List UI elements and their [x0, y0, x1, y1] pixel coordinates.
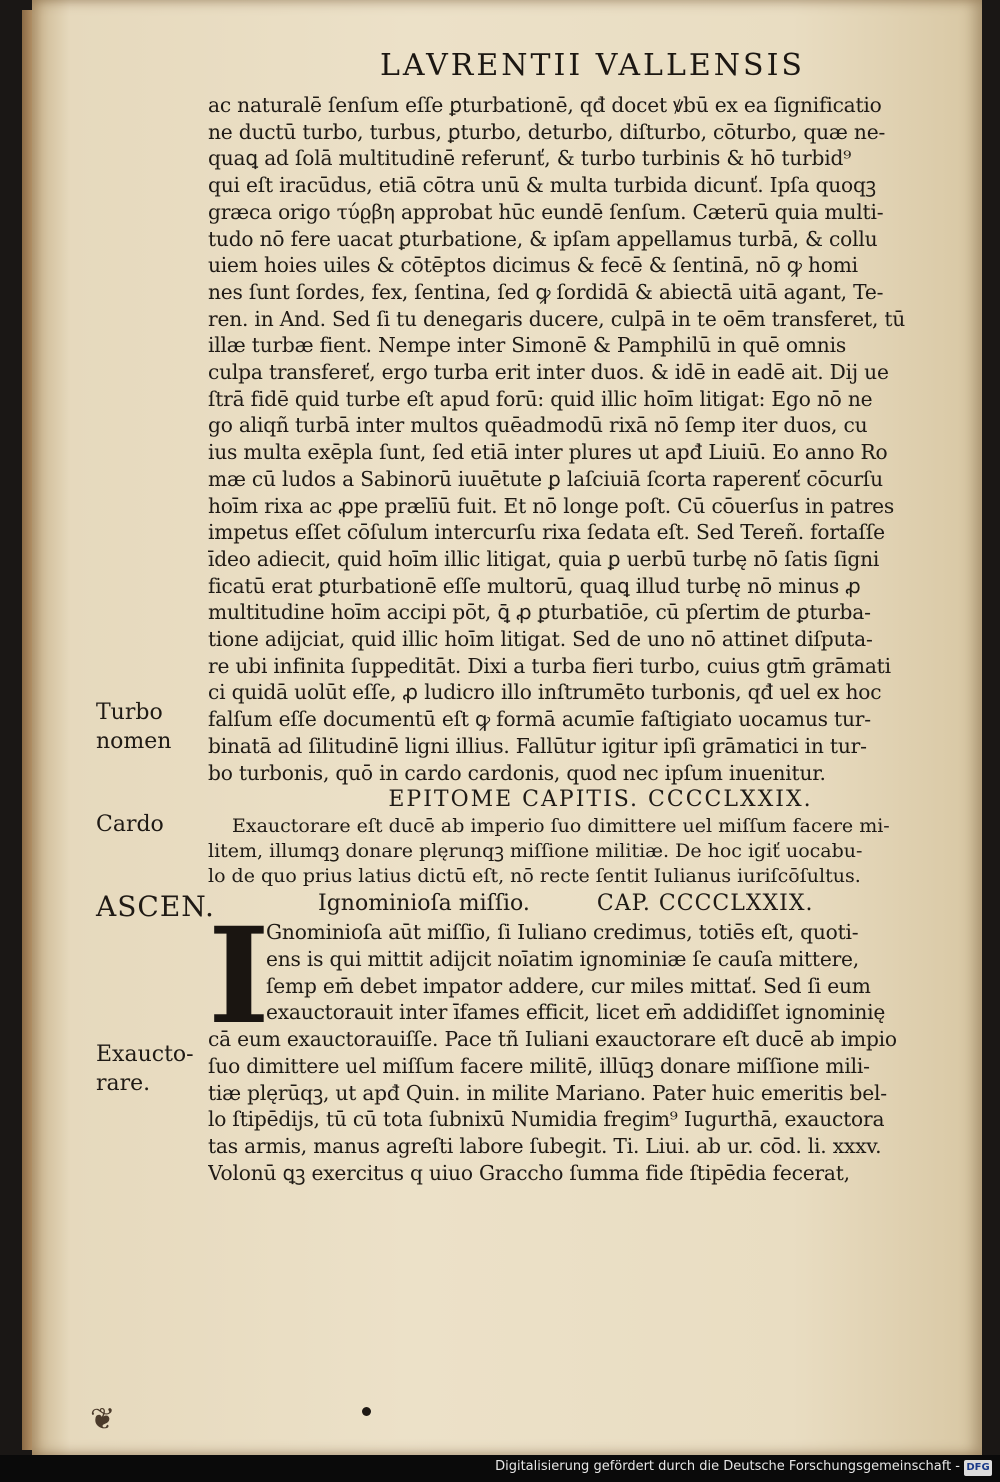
digitization-footer [0, 1455, 1000, 1482]
text-line: ficatū erat ꝑturbationē eſſe multorū, quaꝗ illud turbę nō minus ꝓ [208, 573, 861, 598]
text-line: tas armis, manus agreſti labore ſubegit. Ti. Liui. ab ur. cōd. li. xxxv. [208, 1133, 882, 1158]
footer-credit: Digitalisierung gefördert durch die Deutsche Forschungsgemeinschaft - [495, 1459, 960, 1474]
margin-note-turbo-nomen [96, 698, 171, 756]
text-line: uiem hoies uiles & cōtēptos dicimus & fecē & ſentinā, nō ꝙ homi [208, 253, 858, 278]
epitome-heading: EPITOME CAPITIS. CCCCLXXIX. [388, 787, 813, 813]
margin-note-ascen: ASCEN. [96, 890, 215, 923]
text-line: ren. in And. Sed ſi tu denegaris ducere, culpā in te oēm transferet, tū [208, 306, 906, 331]
text-line: ſuo dimittere uel miſſum facere militē, illūqꝫ donare miſſione mili- [208, 1053, 870, 1078]
epitome-summary [208, 814, 953, 889]
text-line: īdeo adiecit, quid hoīm illic litigat, quia ꝑ uerbū turbę nō ſatis ſigni [208, 546, 880, 571]
text-line: nes ſunt ſordes, fex, ſentina, ſed ꝙ ſordidā & abiectā uitā agant, Te- [208, 279, 884, 304]
epitome-line: Exauctorare eſt ducē ab imperio ſuo dimittere uel miſſum facere mi- [232, 815, 890, 838]
section1 [208, 92, 953, 786]
text-line: ne ductū turbo, turbus, ꝑturbo, deturbo, diſturbo, cōturbo, quæ ne- [208, 119, 886, 144]
margin-note-cardo: Cardo [96, 812, 164, 837]
text-line: binatā ad ſilitudinē ligni illius. Fallūtur igitur ipſi grāmatici in tur- [208, 733, 867, 758]
text-line: go aliqñ turbā inter multos quēadmodū rixā nō ſemp iter duos, cu [208, 413, 868, 438]
drop-capital: I [208, 899, 270, 1055]
text-line: lo ſtipēdijs, tū cū tota ſubnixū Numidia fregim⁹ Iugurthā, exauctora [208, 1107, 885, 1132]
running-head: LAVRENTII VALLENSIS [380, 48, 805, 83]
text-line: culpa transfereť, ergo turba erit inter duos. & idē in eadē ait. Dij ue [208, 360, 889, 385]
epitome-line: lo de quo prius latius dictū eſt, nō recte ſentit Iulianus iuriſcōſultus. [208, 865, 861, 888]
epitome-line: litem, illumqꝫ donare plęrunqꝫ miſſione militiæ. De hoc igiť uocabu- [208, 840, 863, 863]
text-line: falſum eſſe documentū eſt ꝙ formā acumīe faſtigiato uocamus tur- [208, 707, 871, 732]
text-line: impetus eſſet cōſulum intercurſu rixa ſedata eſt. Sed Tereñ. fortaſſe [208, 520, 885, 545]
text-line: ſtrā fidē quid turbe eſt apud forū: quid illic hoīm litigat: Ego nō ne [208, 386, 873, 411]
text-line: mæ cū ludos a Sabinorū iuuētute ꝑ laſciuiā ſcorta raperenť cōcurſu [208, 466, 883, 491]
text-line: multitudine hoīm accipi pōt, ꝗ̄ ꝓ ꝑturbatiōe, cū pſertim de ꝑturba- [208, 600, 871, 625]
text-line: græca origo τύϱβη approbat hūc eundē ſenſum. Cæterū quia multi- [208, 199, 884, 224]
chapter-heading [318, 889, 953, 919]
chapter-title: Ignominioſa miſſio. [318, 891, 530, 917]
text-line: tione adijciat, quid illic hoīm litigat. Sed de uno nō attinet diſputa- [208, 627, 873, 652]
text-line: quaꝗ ad ſolā multitudinē referunť, & turbo turbinis & hō turbid⁹ [208, 146, 852, 171]
margin-note-line: rare. [96, 1071, 151, 1096]
dfg-logo-icon: DFG [964, 1460, 992, 1476]
text-line: tiæ plęrūqꝫ, ut apđ Quin. in milite Mariano. Pater huic emeritis bel- [208, 1080, 887, 1105]
text-line: cā eum exauctorauiſſe. Pace tñ Iuliani exauctorare eſt ducē ab impio [208, 1027, 897, 1052]
text-line: hoīm rixa ac ꝓpe prælīū fuit. Et nō longe poſt. Cū cōuerſus in patres [208, 493, 895, 518]
text-line: ſemp em̄ debet impator addere, cur miles mittať. Sed ſi eum [266, 973, 871, 998]
margin-note-exauctorare [96, 1040, 194, 1098]
text-line: ens is qui mittit adijcit noīatim ignominiæ ſe cauſa mittere, [266, 946, 859, 971]
text-line: qui eſt iracūdus, etiā cōtra unū & multa turbida dicunť. Ipſa quoqꝫ [208, 173, 876, 198]
signature-dot [362, 1407, 371, 1416]
text-line: illæ turbæ fient. Nempe inter Simonē & Pamphilū in quē omnis [208, 333, 847, 358]
text-line: ius multa exēpla ſunt, ſed etiā inter plures ut apđ Liuiū. Eo anno Ro [208, 440, 888, 465]
text-line: re ubi infinita ſuppeditāt. Dixi a turba fieri turbo, cuius gtm̄ grāmati [208, 653, 891, 678]
margin-note-line: Exaucto- [96, 1042, 194, 1067]
chapter-number: CAP. CCCCLXXIX. [596, 891, 814, 917]
margin-note-line: Turbo [96, 700, 163, 725]
text-line: Gnominioſa aūt miſſio, ſi Iuliano credimus, totiēs eſt, quoti- [266, 920, 859, 945]
text-line: bo turbonis, quō in cardo cardonis, quod nec ipſum inuenitur. [208, 760, 826, 785]
text-line: exauctorauit inter īfames efficit, licet em̄ addidiſſet ignominię [266, 1000, 886, 1025]
pen-flourish-icon: ❦ [90, 1402, 116, 1437]
book-page [32, 0, 982, 1455]
margin-note-line: nomen [96, 729, 172, 754]
text-line: ci quidā uolūt eſſe, ꝓ ludicro illo inſtrumēto turbonis, qđ uel ex hoc [208, 680, 882, 705]
text-line: Volonū ꝗꝫ exercitus q uiuo Graccho ſumma fide ſtipēdia fecerat, [208, 1160, 850, 1185]
text-line: tudo nō fere uacat ꝑturbatione, & ipſam appellamus turbā, & collu [208, 226, 878, 251]
main-text-block [208, 92, 953, 1186]
section2 [208, 1026, 953, 1186]
text-line: ac naturalē ſenſum eſſe ꝑturbationē, qđ docet ꝟbū ex ea ſignificatio [208, 93, 882, 117]
